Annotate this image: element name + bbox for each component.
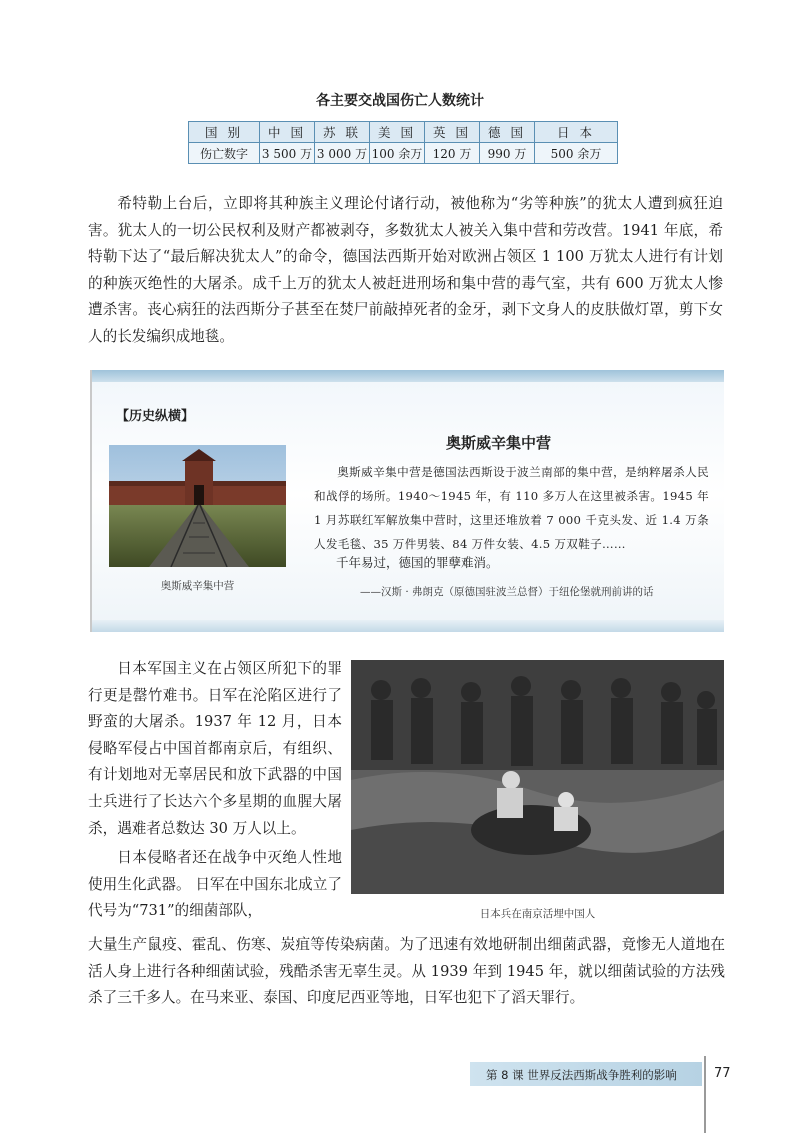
footer-divider — [704, 1056, 706, 1133]
table-row — [189, 143, 618, 164]
casualty-table — [188, 121, 618, 164]
table-header-row — [189, 122, 618, 143]
table-cell: 伤亡数字 — [189, 143, 260, 164]
nanjing-photo — [351, 660, 724, 894]
table-header-cell: 中 国 — [260, 122, 315, 143]
sidebar-edge — [90, 370, 92, 632]
body-paragraph: 日本军国主义在占领区所犯下的罪行更是罄竹难书。日军在沦陷区进行了野蛮的大屠杀。1937 年 12 月，日本侵略军侵占中国首都南京后，有组织、有计划地对无辜居民和放下武器的中国士兵进行了长达六个多星期的血腥大屠杀，遇难者总数达 30 万人以上。 — [88, 660, 342, 837]
page-number: 77 — [714, 1066, 731, 1081]
auschwitz-photo — [109, 445, 286, 567]
sidebar-bottom-bar — [92, 620, 724, 632]
photo-caption: 奥斯威辛集中营 — [160, 580, 235, 592]
table-cell: 500 余万 — [535, 143, 618, 164]
body-paragraph: 日本侵略者还在战争中灭绝人性地使用生化武器。 日军在中国东北成立了代号为“731”的细菌部队， — [88, 849, 342, 920]
sidebar-text: 奥斯威辛集中营是德国法西斯设于波兰南部的集中营，是纳粹屠杀人民和战俘的场所。1940～1945 年，有 110 多万人在这里被杀害。1945 年 1 月苏联红军解放集中营时，这里还堆放着 7 000 千克头发、近 1.4 万条人发毛毯、35 万件男装、84 万件女装、4.5 万双鞋子…… — [314, 465, 709, 551]
photo-caption: 日本兵在南京活埋中国人 — [479, 908, 596, 920]
table-header-cell: 日 本 — [535, 122, 618, 143]
table-cell: 120 万 — [425, 143, 480, 164]
table-cell: 3 500 万 — [260, 143, 315, 164]
table-header-cell: 德 国 — [480, 122, 535, 143]
table-header-cell: 苏 联 — [315, 122, 370, 143]
table-cell: 100 余万 — [370, 143, 425, 164]
sidebar-tag: 【历史纵横】 — [116, 409, 195, 424]
body-paragraph: 大量生产鼠疫、霍乱、伤寒、炭疽等传染病菌。为了迅速有效地研制出细菌武器，竟惨无人道地在活人身上进行各种细菌试验，残酷杀害无辜生灵。从 1939 年到 1945 年，就以细菌试验的方法残杀了三千多人。在马来亚、泰国、印度尼西亚等地，日军也犯下了滔天罪行。 — [88, 936, 725, 1007]
table-title: 各主要交战国伤亡人数统计 — [316, 93, 484, 109]
table-header-cell: 美 国 — [370, 122, 425, 143]
footer-lesson-title: 第 8 课 世界反法西斯战争胜利的影响 — [486, 1068, 677, 1082]
table-header-cell: 英 国 — [425, 122, 480, 143]
sidebar-top-bar — [92, 370, 724, 382]
sidebar-quote: 千年易过，德国的罪孽难消。 — [336, 555, 499, 570]
table-header-cell: 国 别 — [189, 122, 260, 143]
table-cell: 3 000 万 — [315, 143, 370, 164]
sidebar-quote-source: ——汉斯 · 弗朗克（原德国驻波兰总督）于纽伦堡就刑前讲的话 — [360, 586, 654, 598]
table-cell: 990 万 — [480, 143, 535, 164]
sidebar-title: 奥斯威辛集中营 — [446, 434, 552, 452]
body-paragraph: 希特勒上台后，立即将其种族主义理论付诸行动，被他称为“劣等种族”的犹太人遭到疯狂迫害。犹太人的一切公民权利及财产都被剥夺，多数犹太人被关入集中营和劳改营。1941 年底，希特勒下达了“最后解决犹太人”的命令，德国法西斯开始对欧洲占领区 1 100 万犹太人进行有计划的种族灭绝性的大屠杀。成千上万的犹太人被赶进刑场和集中营的毒气室，共有 600 万犹太人惨遭杀害。丧心病狂的法西斯分子甚至在焚尸前敲掉死者的金牙，剥下文身人的皮肤做灯罩，剪下女人的长发编织成地毯。 — [88, 195, 723, 345]
